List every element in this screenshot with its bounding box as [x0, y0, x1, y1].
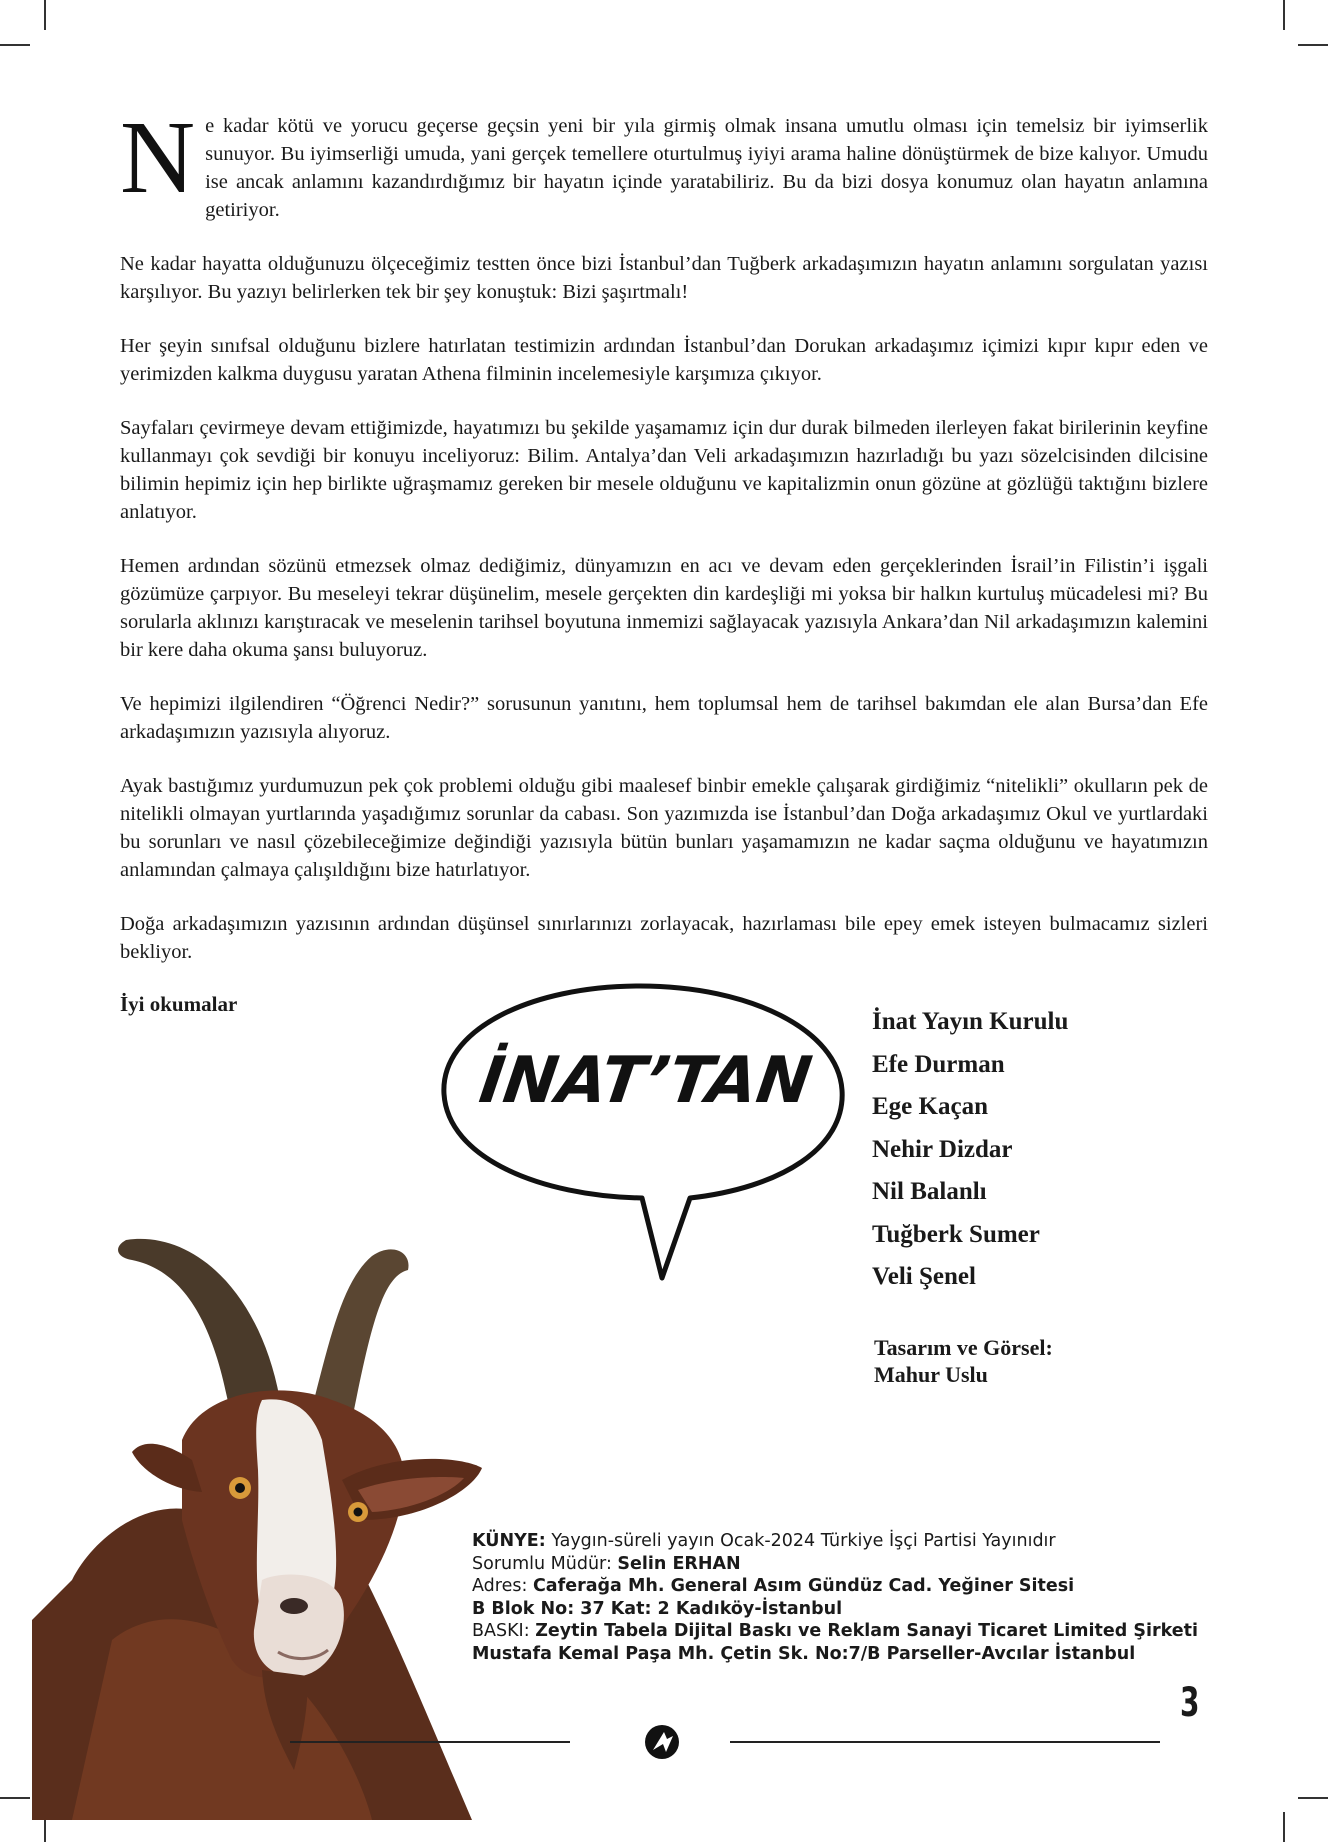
imprint-label: Sorumlu Müdür:	[472, 1553, 612, 1574]
paragraph-intro-text: e kadar kötü ve yorucu geçerse geçsin yeni bir yıla girmiş olmak insana umutlu olması için temelsiz bir iyimserlik sunuyor. Bu iyimserliği umuda, yani gerçek temellere oturtulmuş iyiyi arama haline dönüştürmek de bize kalıyor. Umudu ise ancak anlamını kazandırdığımız bir hayatın içinde yaratabiliriz. Bu da bizi dosya konumuz olan hayatın anlamına getiriyor.	[205, 115, 1208, 221]
paragraph: Hemen ardından sözünü etmezsek olmaz dediğimiz, dünyamızın en acı ve devam eden gerçeklerinden İsrail’in Filistin’i işgali gözümüze çarpıyor. Bu meseleyi tekrar düşünelim, mesele gerçekten din kardeşliği mi yoksa bir halkın kurtuluş mücadelesi mi? Bu sorularla aklınızı karıştıracak ve meselenin tarihsel boyutuna inmemizi sağlayacak yazısıyla Ankara’dan Nil arkadaşımızın kalemini bir kere daha okuma şansı buluyoruz.	[120, 555, 1208, 661]
imprint-label: BASKI:	[472, 1621, 530, 1641]
paragraph-intro	[120, 100, 1208, 224]
imprint-line	[472, 1530, 1232, 1553]
board-member: Tuğberk Sumer	[872, 1220, 1040, 1248]
imprint-line: B Blok No: 37 Kat: 2 Kadıköy-İstanbul	[472, 1598, 843, 1619]
design-credit	[874, 1334, 1053, 1388]
imprint-value: Selin ERHAN	[617, 1553, 741, 1574]
crop-mark	[44, 0, 46, 30]
imprint-value: Zeytin Tabela Dijital Baskı ve Reklam Sanayi Ticaret Limited Şirketi	[535, 1621, 1199, 1641]
page-number: 3	[1180, 1680, 1200, 1726]
imprint-line	[472, 1620, 1232, 1643]
paragraph: Ne kadar hayatta olduğunuzu ölçeceğimiz testten önce bizi İstanbul’dan Tuğberk arkadaşımızın hayatın anlamını sorgulatan yazısı karşılıyor. Bu yazıyı belirlerken tek bir şey konuştuk: Bizi şaşırtmalı!	[120, 253, 1208, 303]
crop-mark	[1298, 44, 1328, 46]
crop-mark	[0, 44, 30, 46]
goat-icon	[32, 1080, 502, 1820]
bubble-text: İNAT’TAN	[475, 1043, 817, 1118]
footer-rule-left	[290, 1741, 570, 1743]
party-logo-icon	[644, 1724, 680, 1760]
crop-mark	[1283, 0, 1285, 30]
board-member: Veli Şenel	[872, 1263, 976, 1290]
footer-rule-right	[730, 1741, 1160, 1743]
imprint-value: Yaygın-süreli yayın Ocak-2024 Türkiye İşçi Partisi Yayınıdır	[551, 1531, 1056, 1551]
imprint-line: Mustafa Kemal Paşa Mh. Çetin Sk. No:7/B Parseller-Avcılar İstanbul	[472, 1643, 1136, 1664]
editorial-board	[872, 1008, 1068, 1306]
imprint-line	[472, 1575, 1232, 1598]
paragraph: Sayfaları çevirmeye devam ettiğimizde, hayatımızı bu şekilde yaşamamız için dur durak bilmeden ilerleyen fakat birilerinin keyfine kullanmayı çok sevdiği bir konuyu inceliyoruz: Bilim. Antalya’dan Veli arkadaşımızın hazırladığı bu yazı sözelcisinden dilcisine bilimin hepimiz için hep birlikte uğraşmamız gereken bir mesele olduğunu ve kapitalizmin onun gözüne at gözlüğü taktığını bizlere anlatıyor.	[120, 417, 1208, 523]
design-name: Mahur Uslu	[874, 1362, 988, 1387]
board-member: Nehir Dizdar	[872, 1135, 1013, 1163]
drop-cap: N	[120, 100, 196, 215]
paragraph: Ve hepimizi ilgilendiren “Öğrenci Nedir?” sorusunun yanıtını, hem toplumsal hem de tarihsel bakımdan ele alan Bursa’dan Efe arkadaşımızın yazısıyla alıyoruz.	[120, 693, 1208, 743]
crop-mark	[1283, 1812, 1285, 1842]
imprint	[472, 1530, 1232, 1665]
paragraph: Her şeyin sınıfsal olduğunu bizlere hatırlatan testimizin ardından İstanbul’dan Dorukan arkadaşımız içimizi kıpır kıpır eden ve yerimizden kalkma duygusu yaratan Athena filminin incelemesiyle karşımıza çıkıyor.	[120, 335, 1208, 385]
board-member: Nil Balanlı	[872, 1178, 987, 1205]
crop-mark	[0, 1797, 30, 1799]
paragraph: Ayak bastığımız yurdumuzun pek çok problemi olduğu gibi maalesef binbir emekle çalışarak girdiğimiz “nitelikli” okulların pek de nitelikli olmayan yurtlarında yaşadığımız sorunlar da cabası. Son yazımızda ise İstanbul’dan Doğa arkadaşımız Okul ve yurtlardaki bu sorunları ve nasıl çözebileceğimize değindiği yazısıyla bütün bunları yaşamamızın ne kadar saçma olduğunu ve hayatımızın anlamından çalmaya çalışıldığını bize hatırlatıyor.	[120, 775, 1208, 881]
paragraph: Doğa arkadaşımızın yazısının ardından düşünsel sınırlarınızı zorlayacak, hazırlaması bile epey emek isteyen bulmacamız sizleri bekliyor.	[120, 913, 1208, 963]
board-title: İnat Yayın Kurulu	[872, 1008, 1069, 1035]
editorial-body	[120, 100, 1208, 992]
board-member: Efe Durman	[872, 1050, 1005, 1078]
crop-mark	[1298, 1797, 1328, 1799]
imprint-label: KÜNYE:	[472, 1531, 546, 1551]
imprint-label: Adres:	[472, 1576, 528, 1596]
imprint-line	[472, 1553, 1232, 1576]
design-label: Tasarım ve Görsel:	[874, 1335, 1053, 1360]
board-member: Ege Kaçan	[872, 1093, 988, 1120]
signoff: İyi okumalar	[120, 992, 238, 1016]
imprint-value: Caferağa Mh. General Asım Gündüz Cad. Yeğiner Sitesi	[532, 1576, 1075, 1596]
